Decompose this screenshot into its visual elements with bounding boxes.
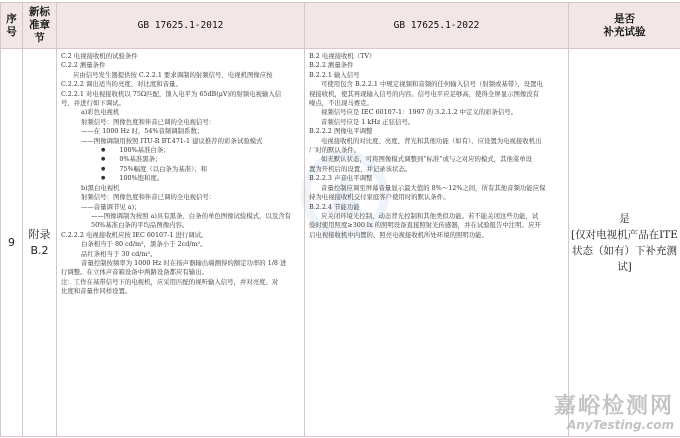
watermark-cn: 嘉峪检测网 [553, 394, 674, 419]
text-line: C.2.2 测量条件 [61, 61, 106, 70]
text-line: ——音量调节见 a)； [81, 202, 141, 211]
text-line: 置为开机后的设置，并记录该状态。 [309, 164, 412, 173]
header-new-standard: GB 17625.1-2022 [305, 3, 569, 49]
text-line: 品红条相当于 30 cd/m²。 [81, 249, 157, 258]
text-line: ● 100%饱和度。 [61, 174, 300, 183]
text-line: 视频信号应是 IEC 60107-1：1997 的 3.2.1.2 中定义的彩条信号。 [321, 108, 518, 117]
row-clause: 附录 B.2 [23, 49, 57, 437]
text-line: ——图像调制用按照 ITU-R BT.471-1 建议推荐的彩条试验模式 [81, 136, 263, 145]
header-clause: 新标 准章 节 [23, 3, 57, 49]
text-line: 射频信号：图像色度和伴音已调的全电视信号： [81, 117, 216, 126]
text-line: C.2 电视接收机的试验条件 [61, 52, 138, 60]
text-line: 比度和音量作同样设置。 [61, 287, 132, 296]
text-line: b)黑白电视机 [81, 183, 120, 192]
text-line: 电视接收机的对比度、亮度、背光和其他功能（如有），应设置为电视接收机出 [321, 136, 542, 145]
header-old-standard: GB 17625.1-2012 [57, 3, 305, 49]
text-line: 行调整。在立体声音箱设备中两路设备都应有输出。 [61, 268, 208, 277]
header-retest: 是否 补充试验 [569, 3, 680, 49]
text-line: 号，并进行如下调试。 [61, 99, 125, 108]
text-line: 50%基准白条的平均品图像内容。 [91, 221, 189, 230]
text-line: C.2.2.2 调出适当的亮度、对比度和音量。 [61, 80, 182, 89]
text-line: 音量控制按频率为 1000 Hz 时在扬声器输出端测得的额定功率的 1/8 进 [81, 258, 287, 267]
text-line: ● 100%基准白条； [61, 146, 300, 155]
text-line: ——图像调制为按照 a)具有黑条、白条的单色图像试验模式，以及含有 [91, 211, 292, 220]
row-number: 9 [1, 49, 23, 437]
text-line: 厂时的默认条件。 [309, 146, 361, 155]
text-line: 噪点，不出现马赛克。 [309, 99, 373, 108]
text-line: C.2.2.1 对电视接收机以 75Ω匹配，馈入电平为 65dB(μV)的射频电视输入信 [61, 89, 282, 98]
text-line: 可使用包含 B.2.2.1 中规定视频和音频的任何输入信号（射频或基带），设置电 [321, 80, 543, 89]
watermark [554, 395, 674, 432]
text-line: 视接收机，使其再现输入信号的内容。信号电平应足够高，使得全屏显示图像没有 [309, 89, 540, 98]
text-line: a)彩色电视机 [81, 108, 120, 117]
text-line: 应关闭环境光控制、动态背光控制和其他类似功能。若不能关闭这些功能，试 [321, 211, 539, 220]
text-line: ● 75%幅度（以白条为基准）；和 [61, 165, 300, 174]
new-standard-text [305, 49, 569, 437]
text-line: ——在 1000 Hz 时，54%音频调制系数； [81, 127, 204, 136]
text-line: 应由信号发生器提供按 C.2.2.1 要求调制的射频信号，电视机图像应按 [73, 70, 273, 79]
text-line: B.2.2.2 图像电平调整 [309, 127, 373, 136]
old-standard-text [57, 49, 305, 437]
comparison-table [0, 2, 680, 437]
watermark-en: AnyTesting.com [567, 418, 674, 432]
table-row [1, 49, 680, 437]
text-line: 白条相当于 80 cd/m²，黑条小于 2cd/m²。 [81, 240, 207, 249]
table-header-row [1, 3, 680, 49]
text-line: B.2.2.1 输入信号 [309, 70, 360, 79]
text-line: 射频信号：图像色度和伴音已调的全电视信号： [81, 193, 216, 202]
text-line: B.2.2.4 节能功能 [309, 202, 360, 211]
text-line: 注：工作在基带信号下的电视机，应采用匹配的视听输入信号，并对亮度、对 [61, 277, 279, 286]
text-line: B.2 电视接收机（TV） [309, 52, 376, 60]
text-line: 启电视接收机中内置的、照亮电视接收机所处环境的照明功能。 [309, 230, 488, 239]
text-line: B.2.2.3 声音电平调整 [309, 174, 373, 183]
header-seq: 序 号 [1, 3, 23, 49]
text-line: C.2.2.2 电视接收机应按 IEC 60107-1 进行调试。 [61, 230, 208, 239]
retest-verdict: 是 [仅对电视机产品在ITE状态（如有）下补充测试] [569, 49, 680, 437]
text-line: 验时使用照度≥300 lx 的照明设备直接照射光传感器，并在试验报告中注明。应开 [309, 221, 541, 230]
text-line: 持为电视接收机交付家庭客户使用时的默认条件。 [309, 193, 450, 202]
text-line: ● 0%基准黑条； [61, 155, 300, 164]
text-line: 音量控制应调至屏幕音量显示最大值的 8%～12%之间，所有其他音频功能应保 [321, 183, 546, 192]
text-line: B.2.2 测量条件 [309, 61, 354, 70]
text-line: 如无默认状态，可将图像模式调整到“标准”或与之对应的模式，其他菜单设 [321, 155, 533, 164]
text-line: 音频信号应是 1 kHz 正弦信号。 [321, 117, 415, 126]
